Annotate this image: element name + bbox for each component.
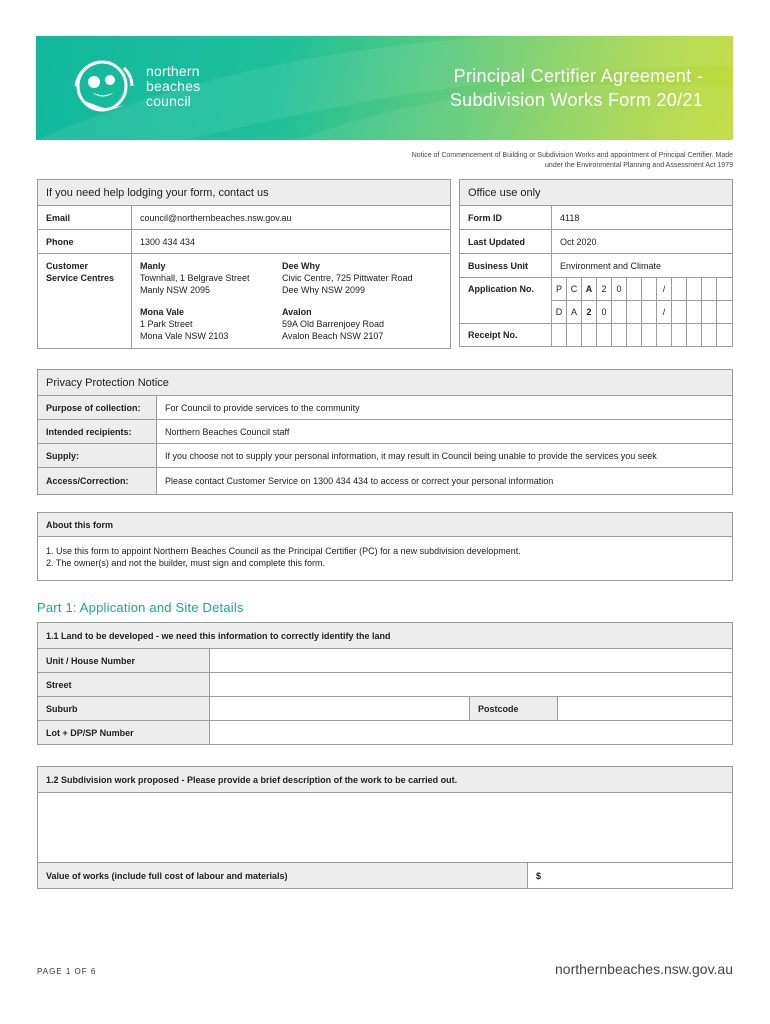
centre-dee-why	[282, 260, 442, 296]
application-no-1-box[interactable]	[687, 278, 702, 300]
application-no-2-box[interactable]	[717, 301, 732, 323]
office-heading: Office use only	[460, 180, 733, 206]
privacy-value-purpose: For Council to provide services to the community	[157, 396, 733, 420]
privacy-label-recipients: Intended recipients:	[38, 420, 157, 444]
suburb-label: Suburb	[38, 697, 210, 721]
land-heading: 1.1 Land to be developed - we need this information to correctly identify the land	[38, 623, 733, 649]
service-centres-label	[38, 254, 132, 349]
help-heading: If you need help lodging your form, contact us	[38, 180, 451, 206]
application-no-1-box[interactable]	[702, 278, 717, 300]
service-centres-label-2: Service Centres	[46, 273, 115, 283]
form-title	[450, 64, 703, 112]
form-title-line-2: Subdivision Works Form 20/21	[449, 90, 703, 110]
application-no-label: Application No.	[460, 278, 552, 301]
email-value[interactable]: council@northernbeaches.nsw.gov.au	[132, 206, 451, 230]
about-line-1: 1. Use this form to appoint Northern Beaches Council as the Principal Certifier (PC) for a new subdivision development.	[46, 546, 521, 556]
page-number: PAGE 1 OF 6	[37, 967, 97, 976]
application-no-2-box[interactable]	[642, 301, 657, 323]
street-label: Street	[38, 673, 210, 697]
logo-line-1: northern	[146, 63, 200, 79]
last-updated-label: Last Updated	[460, 230, 552, 254]
application-no-2-box[interactable]	[702, 301, 717, 323]
application-no-2-box[interactable]: 2	[582, 301, 597, 323]
application-no-spacer	[460, 301, 552, 324]
application-no-1-box[interactable]: C	[567, 278, 582, 300]
postcode-label: Postcode	[470, 697, 558, 721]
application-no-2-box[interactable]: D	[552, 301, 567, 323]
centre-name: Dee Why	[282, 261, 321, 271]
receipt-no-box[interactable]	[627, 324, 642, 346]
centre-name: Mona Vale	[140, 307, 185, 317]
work-description-field[interactable]	[38, 793, 733, 863]
application-no-2-box[interactable]	[687, 301, 702, 323]
service-centres-list	[132, 254, 451, 349]
about-heading: About this form	[38, 513, 733, 537]
application-no-1-box[interactable]: 2	[597, 278, 612, 300]
centre-suburb: Mona Vale NSW 2103	[140, 331, 229, 341]
business-unit-value: Environment and Climate	[552, 254, 733, 278]
postcode-field[interactable]	[558, 697, 733, 721]
receipt-no-field[interactable]	[552, 324, 733, 347]
value-of-works-field[interactable]: $	[528, 863, 733, 889]
privacy-notice-table	[37, 369, 733, 495]
centre-avalon	[282, 306, 442, 342]
application-no-1-box[interactable]	[717, 278, 732, 300]
last-updated-value: Oct 2020	[552, 230, 733, 254]
receipt-no-box[interactable]	[612, 324, 627, 346]
centre-suburb: Manly NSW 2095	[140, 285, 211, 295]
privacy-label-purpose: Purpose of collection:	[38, 396, 157, 420]
legal-notice: Notice of Commencement of Building or Subdivision Works and appointment of Principal Certifier. Made under the Environmental Planning and Assessment Act 1979	[411, 152, 733, 169]
header-banner	[36, 36, 733, 140]
centre-suburb: Avalon Beach NSW 2107	[282, 331, 384, 341]
application-no-2-box[interactable]: 0	[597, 301, 612, 323]
receipt-no-box[interactable]	[672, 324, 687, 346]
application-no-2-box[interactable]: /	[657, 301, 672, 323]
receipt-no-box[interactable]	[687, 324, 702, 346]
centre-name: Manly	[140, 261, 166, 271]
centre-suburb: Dee Why NSW 2099	[282, 285, 366, 295]
land-details-table	[37, 622, 733, 745]
council-logo-icon	[68, 56, 140, 118]
application-no-1-box[interactable]: /	[657, 278, 672, 300]
application-no-2-box[interactable]	[672, 301, 687, 323]
email-label: Email	[38, 206, 132, 230]
privacy-value-access: Please contact Customer Service on 1300 434 434 to access or correct your personal information	[157, 468, 733, 495]
application-no-1-box[interactable]	[627, 278, 642, 300]
application-no-2-box[interactable]	[612, 301, 627, 323]
centre-mona-vale	[140, 306, 272, 342]
receipt-no-box[interactable]	[702, 324, 717, 346]
subdivision-work-table	[37, 766, 733, 889]
part1-title: Part 1: Application and Site Details	[37, 600, 244, 615]
application-no-row-1	[552, 278, 733, 301]
privacy-label-access: Access/Correction:	[38, 468, 157, 495]
centre-address: Civic Centre, 725 Pittwater Road	[282, 273, 413, 283]
application-no-1-box[interactable]: P	[552, 278, 567, 300]
lot-dp-label: Lot + DP/SP Number	[38, 721, 210, 745]
centre-address: 59A Old Barrenjoey Road	[282, 319, 385, 329]
application-no-row-2	[552, 301, 733, 324]
lot-dp-field[interactable]	[210, 721, 733, 745]
service-centres-label-1: Customer	[46, 261, 89, 271]
receipt-no-box[interactable]	[642, 324, 657, 346]
application-no-1-box[interactable]: 0	[612, 278, 627, 300]
footer-website-link[interactable]: northernbeaches.nsw.gov.au	[555, 961, 733, 977]
council-logo-text	[146, 64, 200, 109]
privacy-label-supply: Supply:	[38, 444, 157, 468]
about-form-table	[37, 512, 733, 581]
centre-address: 1 Park Street	[140, 319, 193, 329]
application-no-1-box[interactable]	[642, 278, 657, 300]
receipt-no-label: Receipt No.	[460, 324, 552, 347]
form-id-label: Form ID	[460, 206, 552, 230]
form-title-line-1: Principal Certifier Agreement -	[453, 66, 703, 86]
receipt-no-box[interactable]	[567, 324, 582, 346]
street-field[interactable]	[210, 673, 733, 697]
receipt-no-box[interactable]	[657, 324, 672, 346]
logo-line-2: beaches	[146, 78, 201, 94]
office-use-table	[459, 179, 733, 347]
business-unit-label: Business Unit	[460, 254, 552, 278]
privacy-heading: Privacy Protection Notice	[38, 370, 733, 396]
receipt-no-box[interactable]	[552, 324, 567, 346]
application-no-1-box[interactable]: A	[582, 278, 597, 300]
privacy-value-supply: If you choose not to supply your personal information, it may result in Council being unable to provide the services you seek	[157, 444, 733, 468]
phone-label: Phone	[38, 230, 132, 254]
unit-number-field[interactable]	[210, 649, 733, 673]
application-no-2-box[interactable]: A	[567, 301, 582, 323]
centre-name: Avalon	[282, 307, 312, 317]
receipt-no-box[interactable]	[582, 324, 597, 346]
centre-address: Townhall, 1 Belgrave Street	[140, 273, 250, 283]
privacy-value-recipients: Northern Beaches Council staff	[157, 420, 733, 444]
logo-line-3: council	[146, 93, 191, 109]
application-no-1-box[interactable]	[672, 278, 687, 300]
work-heading: 1.2 Subdivision work proposed - Please provide a brief description of the work to be carried out.	[38, 767, 733, 793]
about-line-2: 2. The owner(s) and not the builder, must sign and complete this form.	[46, 558, 325, 568]
receipt-no-box[interactable]	[597, 324, 612, 346]
help-contact-table	[37, 179, 451, 349]
unit-number-label: Unit / House Number	[38, 649, 210, 673]
about-body	[38, 537, 733, 581]
receipt-no-box[interactable]	[717, 324, 732, 346]
form-id-value: 4118	[552, 206, 733, 230]
phone-value: 1300 434 434	[132, 230, 451, 254]
value-of-works-label: Value of works (include full cost of labour and materials)	[38, 863, 528, 889]
suburb-field[interactable]	[210, 697, 470, 721]
centre-manly	[140, 260, 272, 296]
application-no-2-box[interactable]	[627, 301, 642, 323]
